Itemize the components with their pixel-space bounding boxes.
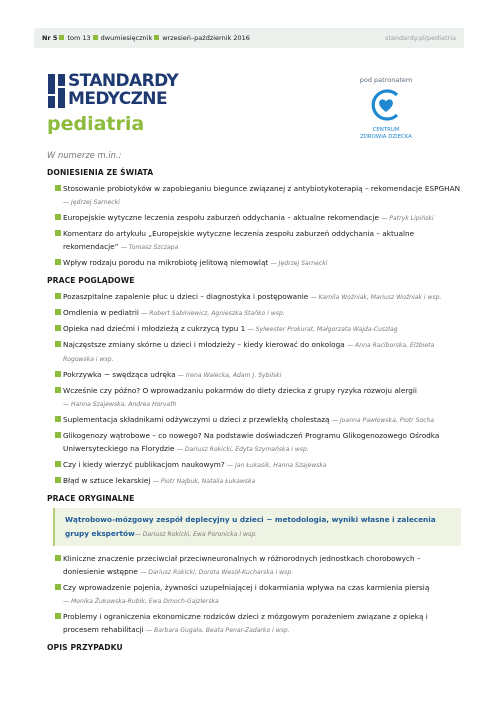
article-authors: — Jan Łukasik, Hanna Szajewska (227, 462, 327, 469)
article-authors: — Patryk Lipiński (381, 215, 434, 222)
brand-line1: STANDARDY (68, 71, 179, 91)
section-heading: PRACE ORYGINALNE (47, 494, 135, 503)
patron-name-line1: CENTRUM (372, 127, 400, 133)
article-title: Omdlenia w pediatrii (63, 308, 139, 317)
bullet-square-icon (55, 325, 61, 331)
separator-square-icon (93, 35, 98, 40)
article-title: Najczęstsze zmiany skórne u dzieci i młodzieży – kiedy kierować do onkologa (63, 340, 345, 349)
article-title: Wpływ rodzaju porodu na mikrobiotę jelitową niemowląt (63, 258, 269, 267)
article-item[interactable] (47, 290, 461, 304)
bullet-square-icon (55, 416, 61, 422)
article-authors: — Irena Walecka, Adam J. Sybilski (177, 372, 282, 379)
patron-label: pod patronatem (359, 76, 413, 84)
bullet-square-icon (55, 371, 61, 377)
table-of-contents (47, 168, 461, 657)
article-authors: — Dariusz Rokicki, Dorota Wesół-Kucharska i wsp. (140, 569, 294, 576)
article-authors: — Tomasz Szczapa (120, 244, 179, 251)
featured-article[interactable] (53, 508, 461, 546)
site-url[interactable]: standardy.pl/pediatria (385, 34, 456, 42)
article-authors: — Sylwester Prokurat, Małgorzata Wajda-Cuszlag (247, 326, 398, 333)
patron-name (356, 127, 416, 141)
bullet-square-icon (55, 230, 61, 236)
article-item[interactable] (47, 338, 461, 366)
article-title: Glikogenozy wątrobowe – co nowego? Na podstawie doświadczeń Programu Glikogenozowego Ośrodka Uniwersyteckiego na Florydzie (63, 431, 440, 453)
bullet-square-icon (55, 584, 61, 590)
article-title: Pokrzywka − swędząca udręka (63, 370, 176, 379)
brand-line2: MEDYCZNE (68, 89, 167, 109)
featured-article-authors: — Dariusz Rokicki, Ewa Poronicka i wsp. (134, 531, 258, 538)
separator-square-icon (59, 35, 64, 40)
article-title: Kliniczne znaczenie przeciwciał przeciwneuronalnych w różnorodnych jednostkach chorobowych – doniesienie wstępne (63, 554, 421, 576)
patron-block (356, 76, 416, 141)
article-item[interactable] (47, 368, 461, 382)
issue-frequency: dwumiesięcznik (100, 34, 153, 42)
issue-info (42, 34, 250, 42)
article-authors: — Kamila Woźniak, Mariusz Woźniak i wsp. (310, 294, 442, 301)
article-title: Europejskie wytyczne leczenia zespołu zaburzeń oddychania – aktualne rekomendacje (63, 213, 379, 222)
article-authors: — Dariusz Rokicki, Edyta Szymańska i wsp. (176, 446, 309, 453)
bullet-square-icon (55, 613, 61, 619)
article-item[interactable] (47, 306, 461, 320)
article-authors: — Hanna Szajewska, Andrea Horvath (63, 401, 177, 408)
patron-name-line2: ZDROWIA DZIECKA (360, 134, 412, 140)
article-item[interactable] (47, 322, 461, 336)
article-authors: — Jędrzej Sarnecki (63, 199, 120, 206)
intro-text: W numerze m.in.: (47, 150, 122, 160)
bullet-square-icon (55, 387, 61, 393)
bullet-square-icon (55, 341, 61, 347)
issue-bar (34, 28, 464, 48)
bullet-square-icon (55, 214, 61, 220)
article-title: Czy i kiedy wierzyć publikacjom naukowym? (63, 460, 225, 469)
bullet-square-icon (55, 432, 61, 438)
article-authors: — Robert Sabiniewicz, Agnieszka Stańko i wsp. (141, 310, 285, 317)
article-title: Stosowanie probiotyków w zapobieganiu biegunce związanej z antybiotykoterapią – rekomendacje ESPGHAN (63, 184, 461, 193)
article-title: Wcześnie czy późno? O wprowadzaniu pokarmów do diety dziecka z grupy ryzyka rozwoju alergii (63, 386, 417, 395)
article-title: Opieka nad dziećmi i młodzieżą z cukrzycą typu 1 (63, 324, 246, 333)
article-item[interactable] (47, 429, 461, 456)
bullet-square-icon (55, 461, 61, 467)
featured-article-title: Wątrobowo-mózgowy zespół deplecyjny u dzieci − metodologia, wyniki własne i zalecenia grupy ekspertów (65, 515, 436, 538)
bullet-square-icon (55, 185, 61, 191)
article-item[interactable] (47, 474, 461, 488)
article-item[interactable] (47, 384, 461, 411)
article-authors: — Joanna Pawłowska, Piotr Socha (331, 417, 435, 424)
bullet-square-icon (55, 293, 61, 299)
article-item[interactable] (47, 413, 461, 427)
article-title: Błąd w sztuce lekarskiej (63, 476, 151, 485)
article-item[interactable] (47, 552, 461, 579)
article-title: Suplementacja składnikami odżywczymi u dzieci z przewlekłą cholestazą (63, 415, 330, 424)
section-heading: PRACE POGLĄDOWE (47, 276, 135, 285)
article-item[interactable] (47, 610, 461, 637)
separator-square-icon (154, 35, 159, 40)
article-title: Problemy i ograniczenia ekonomiczne rodziców dzieci z mózgowym porażeniem związane z opieką i procesem rehabilitacji (63, 612, 428, 634)
bullet-square-icon (55, 477, 61, 483)
article-title: Pozaszpitalne zapalenie płuc u dzieci – diagnostyka i postępowanie (63, 292, 309, 301)
issue-period: wrzesień–październik 2016 (162, 34, 250, 42)
brand-wordmark (68, 72, 178, 108)
issue-volume: tom 13 (67, 34, 91, 42)
section-heading: OPIS PRZYPADKU (47, 643, 123, 652)
bullet-square-icon (55, 309, 61, 315)
article-authors: — Barbara Gugała, Beata Penar-Zadarko i wsp. (146, 627, 290, 634)
bullet-square-icon (55, 555, 61, 561)
article-authors: — Anna Raciborska, Elżbieta Rogowska i wsp. (63, 342, 435, 363)
article-authors: — Monika Żukowska-Rubik, Ewa Dmoch-Gajzlerska (63, 598, 219, 605)
article-item[interactable] (47, 581, 461, 608)
article-item[interactable] (47, 227, 461, 254)
section-heading: DONIESIENIA ZE ŚWIATA (47, 168, 154, 177)
magazine-section-title: pediatria (47, 113, 145, 135)
bullet-square-icon (55, 259, 61, 265)
issue-number: Nr 5 (42, 34, 58, 42)
heart-c-logo-icon (369, 88, 403, 122)
logo-s-mark-icon (48, 74, 65, 108)
article-title: Czy wprowadzenie pojenia, żywności uzupełniającej i dokarmiania wpływa na czas karmienia piersią (63, 583, 430, 592)
article-authors: — Piotr Najbuk, Natalia Łukawska (152, 478, 256, 485)
article-item[interactable] (47, 211, 461, 225)
article-item[interactable] (47, 256, 461, 270)
article-authors: — Jędrzej Sarnecki (270, 260, 328, 267)
article-item[interactable] (47, 458, 461, 472)
article-title: Komentarz do artykułu „Europejskie wytyczne leczenia zespołu zaburzeń oddychania – aktualne rekomendacje” (63, 229, 415, 251)
article-item[interactable] (47, 182, 461, 209)
